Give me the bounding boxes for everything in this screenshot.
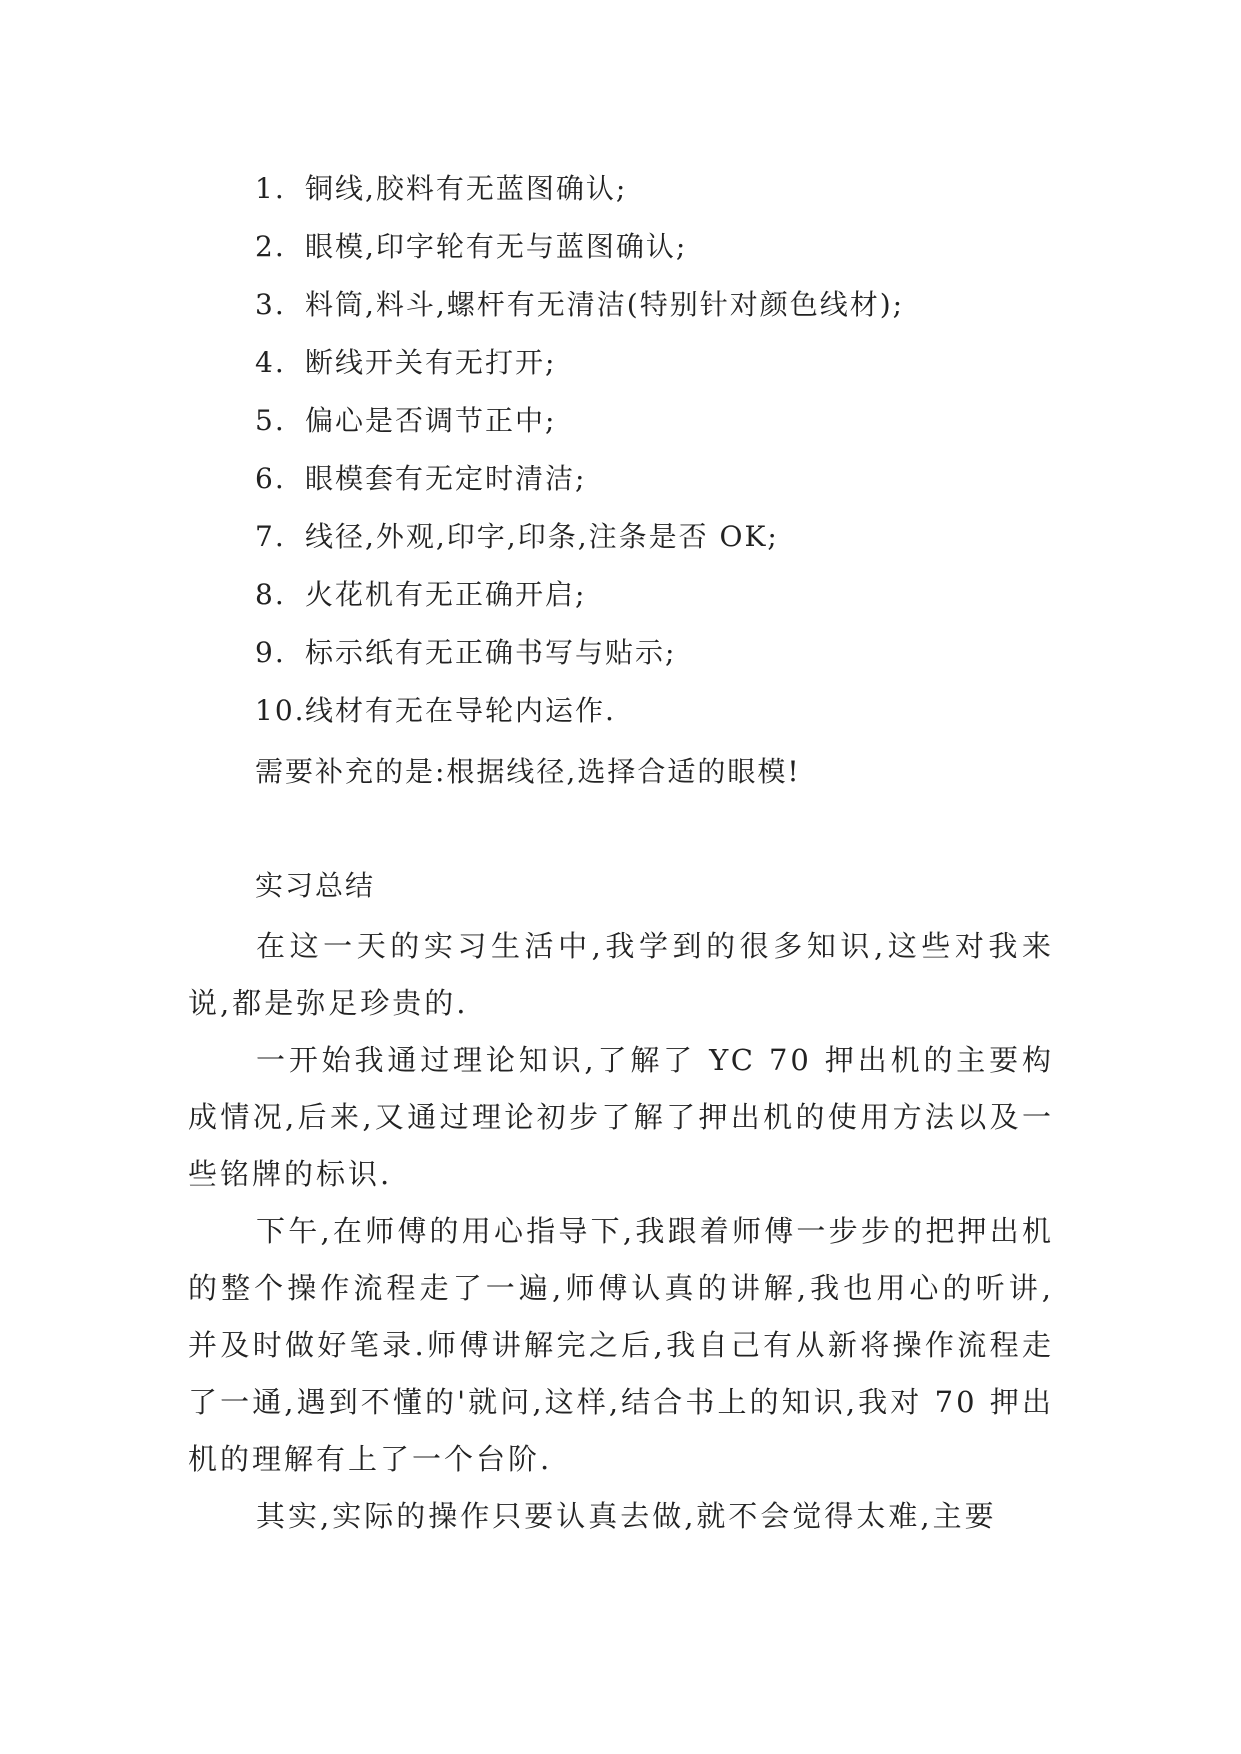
item-text: 眼模套有无定时清洁; — [305, 462, 587, 495]
paragraph: 在这一天的实习生活中,我学到的很多知识,这些对我来说,都是弥足珍贵的. — [188, 929, 1054, 1020]
item-text: 偏心是否调节正中; — [305, 404, 557, 437]
item-text: 线材有无在导轮内运作. — [305, 694, 616, 727]
paragraph: 其实,实际的操作只要认真去做,就不会觉得太难,主要 — [256, 1499, 997, 1533]
item-number: 6. — [255, 462, 286, 495]
item-text: 铜线,胶料有无蓝图确认; — [305, 172, 628, 205]
item-number: 9. — [255, 636, 286, 669]
item-number: 2. — [255, 230, 286, 263]
paragraph: 一开始我通过理论知识,了解了 YC 70 押出机的主要构成情况,后来,又通过理论初步了解了押出机的使用方法以及一些铭牌的标识. — [188, 1043, 1054, 1191]
item-text: 线径,外观,印字,印条,注条是否 OK; — [305, 520, 779, 553]
item-number: 1. — [255, 172, 286, 205]
checklist-item — [255, 450, 1135, 508]
item-number: 5. — [255, 404, 286, 437]
checklist-item — [255, 508, 1135, 566]
checklist — [255, 160, 1135, 740]
summary-body — [188, 918, 1054, 1545]
item-text: 火花机有无正确开启; — [305, 578, 587, 611]
item-text: 眼模,印字轮有无与蓝图确认; — [305, 230, 688, 263]
item-text: 标示纸有无正确书写与贴示; — [305, 636, 677, 669]
checklist-item — [255, 624, 1135, 682]
item-text: 断线开关有无打开; — [305, 346, 557, 379]
checklist-item — [255, 566, 1135, 624]
checklist-item — [255, 276, 1135, 334]
item-number: 8. — [255, 578, 286, 611]
item-text: 料筒,料斗,螺杆有无清洁(特别针对颜色线材); — [305, 288, 905, 321]
checklist-item — [255, 218, 1135, 276]
item-number: 4. — [255, 346, 286, 379]
paragraph: 下午,在师傅的用心指导下,我跟着师傅一步步的把押出机的整个操作流程走了一遍,师傅认真的讲解,我也用心的听讲,并及时做好笔录.师傅讲解完之后,我自己有从新将操作流程走了一通,遇到不懂的'就问,这样,结合书上的知识,我对 70 押出机的理解有上了一个台阶. — [188, 1214, 1054, 1476]
item-number: 7. — [255, 520, 286, 553]
item-number: 3. — [255, 288, 286, 321]
item-number: 10. — [255, 694, 306, 727]
checklist-item — [255, 160, 1135, 218]
section-heading: 实习总结 — [255, 869, 376, 902]
checklist-item — [255, 682, 1135, 740]
checklist-item — [255, 334, 1135, 392]
checklist-item — [255, 392, 1135, 450]
supplement-note: 需要补充的是:根据线径,选择合适的眼模! — [255, 755, 801, 788]
